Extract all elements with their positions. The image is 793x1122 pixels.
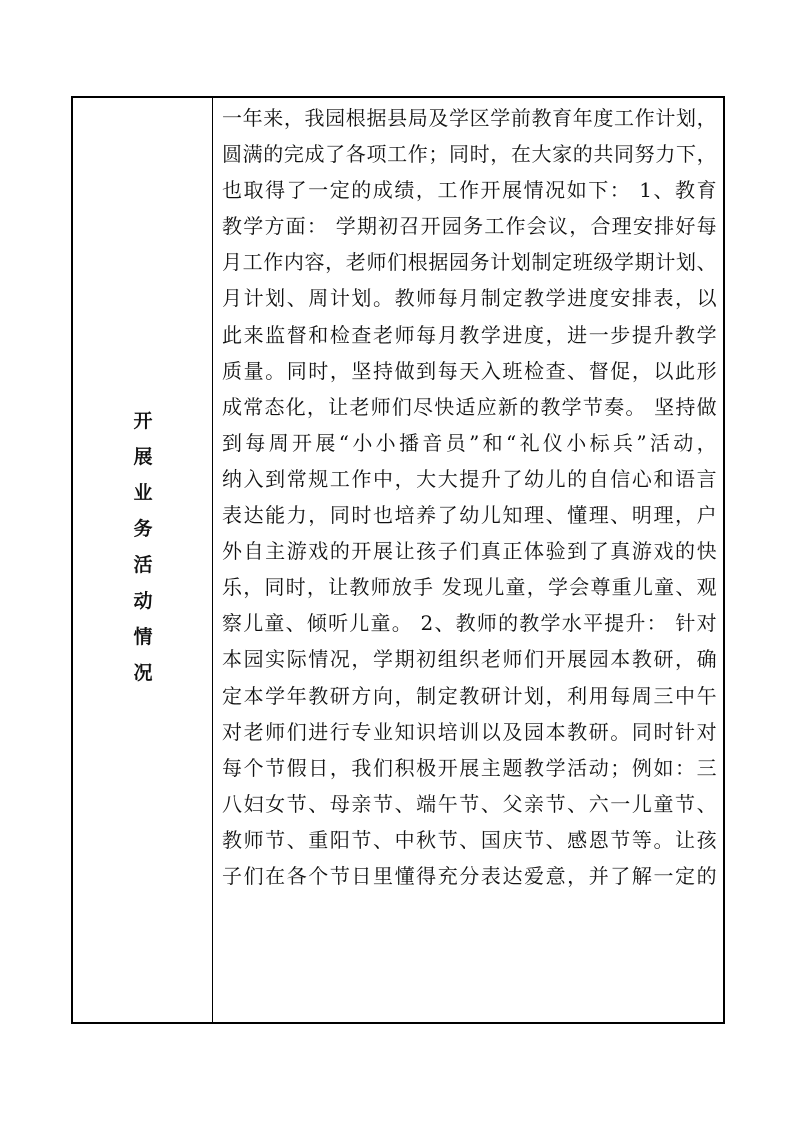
text-line: 乐，同时，让教师放手 发现儿童，学会尊重儿童、观 [222,575,717,600]
section-label-char: 活 [133,554,153,576]
text-line: 对老师们进行专业知识培训以及园本教研。同时针对 [222,719,717,744]
body-paragraph [214,98,723,894]
section-label-char: 况 [133,662,153,684]
text-line: 教师节、重阳节、中秋节、国庆节、感恩节等。让孩 [222,827,717,852]
section-label-char: 动 [133,590,153,612]
section-label-char: 情 [133,626,153,648]
text-line: 定本学年教研方向，制定教研计划，利用每周三中午 [222,683,717,708]
section-label-char: 业 [133,482,153,504]
content-cell [214,98,723,1022]
section-label-char: 展 [133,446,153,468]
text-line: 此来监督和检查老师每月教学进度，进一步提升教学 [222,322,717,347]
text-line: 外自主游戏的开展让孩子们真正体验到了真游戏的快 [222,539,717,564]
work-report-table [71,96,725,1024]
text-line: 圆满的完成了各项工作；同时，在大家的共同努力下， [222,142,717,167]
section-label-cell [73,98,213,1022]
section-label-char: 开 [133,410,153,432]
section-label [73,403,213,691]
text-line: 质量。同时，坚持做到每天入班检查、督促，以此形 [222,358,717,383]
text-line: 八妇女节、母亲节、端午节、父亲节、六一儿童节、 [222,791,717,816]
text-line: 表达能力，同时也培养了幼儿知理、懂理、明理，户 [222,503,717,528]
text-line: 教学方面： 学期初召开园务工作会议，合理安排好每 [222,214,717,239]
text-line: 本园实际情况，学期初组织老师们开展园本教研，确 [222,647,717,672]
text-line: 一年来，我园根据县局及学区学前教育年度工作计划， [222,106,717,130]
text-line: 纳入到常规工作中，大大提升了幼儿的自信心和语言 [222,466,717,491]
text-line: 察儿童、倾听儿童。 2、教师的教学水平提升： 针对 [222,611,717,636]
text-line: 到每周开展“小小播音员”和“礼仪小标兵”活动， [222,430,717,455]
section-label-char: 务 [133,518,153,540]
text-line: 子们在各个节日里懂得充分表达爱意，并了解一定的 [222,863,717,888]
text-line: 月计划、周计划。教师每月制定教学进度安排表，以 [222,286,717,311]
text-line: 每个节假日，我们积极开展主题教学活动；例如：三 [222,755,717,780]
text-line: 也取得了一定的成绩，工作开展情况如下： 1、教育 [222,178,717,203]
text-line: 月工作内容，老师们根据园务计划制定班级学期计划、 [222,250,717,275]
text-line: 成常态化，让老师们尽快适应新的教学节奏。 坚持做 [222,394,717,419]
